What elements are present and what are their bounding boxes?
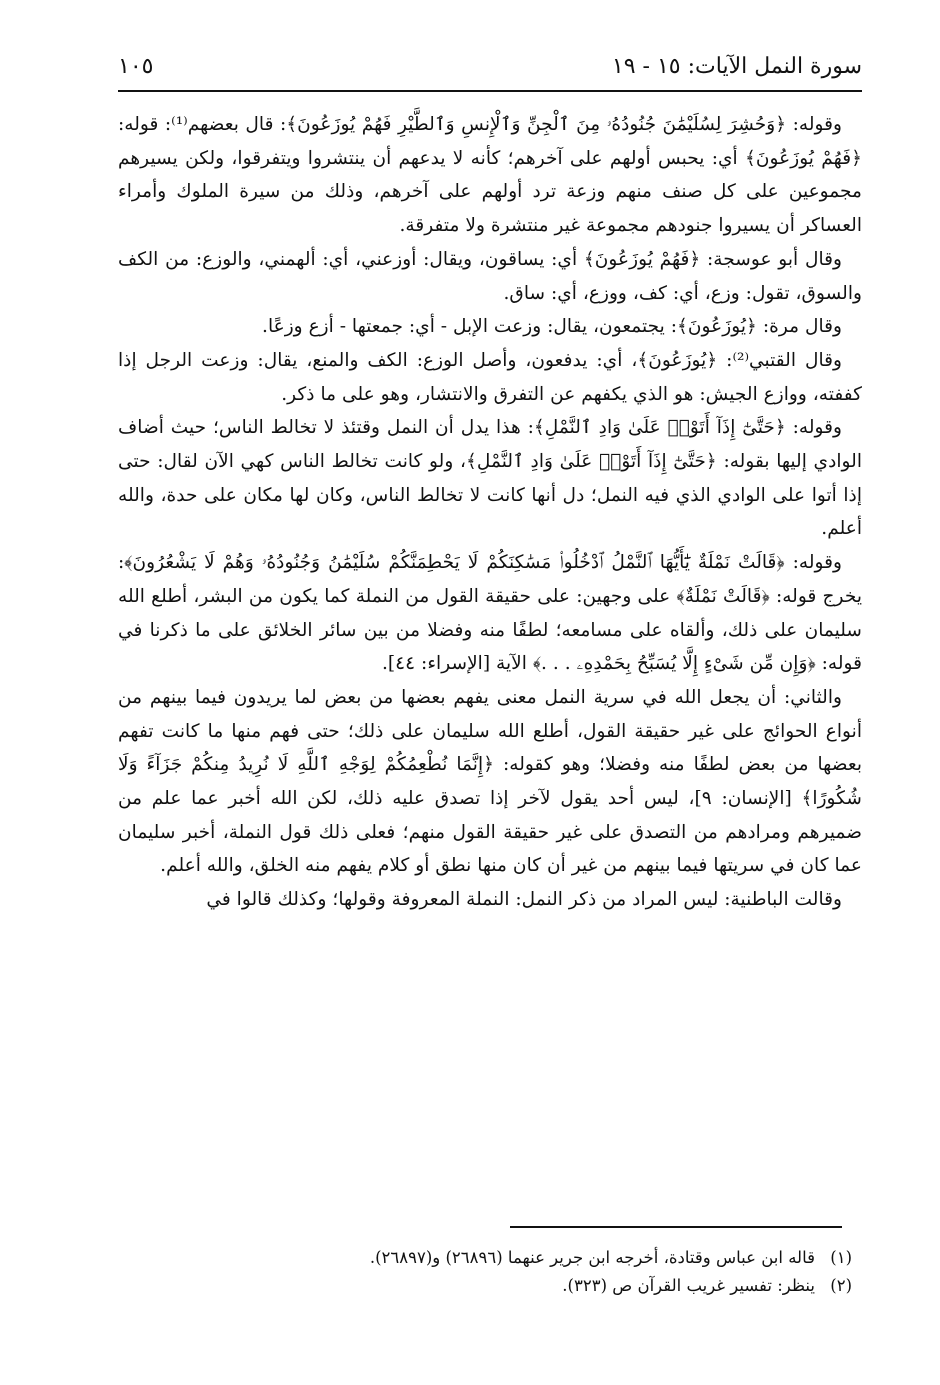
main-text [118, 108, 862, 917]
footnote [118, 1244, 852, 1272]
footnotes [118, 1244, 852, 1300]
page-header [118, 50, 862, 92]
footnote-marker: (٢) [830, 1276, 852, 1295]
running-title: سورة النمل الآيات: ١٥ - ١٩ [611, 54, 862, 79]
footnote [118, 1272, 852, 1300]
footnote-text: قاله ابن عباس وقتادة، أخرجه ابن جرير عنهما (٢٦٨٩٦) و(٢٦٨٩٧). [369, 1248, 815, 1267]
paragraph: وقال القتبي⁽²⁾: ﴿يُوزَعُونَ﴾، أي: يدفعون، وأصل الوزع: الكف والمنع، يقال: وزعت الرجل إذا كففته، ووازع الجيش: هو الذي يكفهم عن التفرق والانتشار، وهو على ما ذكر. [118, 349, 862, 405]
paragraph: وقوله: ﴿وَحُشِرَ لِسُلَيْمَٰنَ جُنُودُهُۥ مِنَ ٱلْجِنِّ وَٱلْإِنسِ وَٱلطَّيْرِ فَهُمْ يُوزَعُونَ﴾: قال بعضهم⁽¹⁾: قوله: ﴿فَهُمْ يُوزَعُونَ﴾ أي: يحبس أولهم على آخرهم؛ كأنه لا يدعهم أن ينتشروا ويتفرقوا، ولكن يسيرهم مجموعين على كل صنف منهم وزعة ترد أولهم على آخرهم، وذلك من سيرة الملوك وأمراء العساكر أن يسيروا جنودهم مجموعة غير منتشرة ولا متفرقة. [118, 114, 862, 237]
footnote-separator [510, 1226, 842, 1228]
footnote-marker: (١) [830, 1248, 852, 1267]
paragraph: وقوله: ﴿قَالَتْ نَمْلَةٌ يَٰٓأَيُّهَا ٱلنَّمْلُ ٱدْخُلُوا۟ مَسَٰكِنَكُمْ لَا يَحْطِمَنَّكُمْ سُلَيْمَٰنُ وَجُنُودُهُۥ وَهُمْ لَا يَشْعُرُونَ﴾: يخرج قوله: ﴿قَالَتْ نَمْلَةٌ﴾ على وجهين: على حقيقة القول من النملة كما يكون من البشر، أطلع الله سليمان على ذلك، وألقاه على مسامعه؛ لطفًا منه وفضلا من بين سائر الخلائق على ما ذكرنا في قوله: ﴿وَإِن مِّن شَىْءٍ إِلَّا يُسَبِّحُ بِحَمْدِهِۦ . . .﴾ الآية [الإسراء: ٤٤]. [118, 552, 862, 675]
footnote-text: ينظر: تفسير غريب القرآن ص (٣٢٣). [562, 1276, 815, 1295]
paragraph: وقالت الباطنية: ليس المراد من ذكر النمل: النملة المعروفة وقولها؛ وكذلك قالوا في [206, 889, 842, 911]
page-number: ١٠٥ [118, 54, 154, 79]
paragraph: وقال مرة: ﴿يُوزَعُونَ﴾: يجتمعون، يقال: وزعت الإبل - أي: جمعتها - أزع وزعًا. [262, 316, 842, 338]
paragraph: والثاني: أن يجعل الله في سرية النمل معنى يفهم بعضها من بعض لما يريدون فيما بينهم من أنواع الحوائج على غير حقيقة القول، أطلع الله سليمان على ذلك؛ حتى فهم منها ما كانت تفهم بعضها من بعض لطفًا منه وفضلا؛ وهو كقوله: ﴿إِنَّمَا نُطْعِمُكُمْ لِوَجْهِ ٱللَّهِ لَا نُرِيدُ مِنكُمْ جَزَآءً وَلَا شُكُورًا﴾ [الإنسان: ٩]، ليس أحد يقول لآخر إذا تصدق عليه ذلك، لكن الله أخبر عما علم من ضميرهم ومرادهم من التصدق على غير حقيقة القول منهم؛ فعلى ذلك قول النملة، أخبر سليمان عما كان في سريتها فيما بينهم من غير أن كان منها نطق أو كلام يفهم منه الخلق، والله أعلم. [118, 686, 862, 877]
paragraph: وقوله: ﴿حَتَّىٰٓ إِذَآ أَتَوْا۟ عَلَىٰ وَادِ ٱلنَّمْلِ﴾: هذا يدل أن النمل وقتئذ لا تخالط الناس؛ حيث أضاف الوادي إليها بقوله: ﴿حَتَّىٰٓ إِذَآ أَتَوْا۟ عَلَىٰ وَادِ ٱلنَّمْلِ﴾، ولو كانت تخالط الناس كهي الآن لقال: حتى إذا أتوا على الوادي الذي فيه النمل؛ دل أنها كانت لا تخالط الناس، وكان لها مكان على حدة، والله أعلم. [118, 417, 862, 540]
paragraph: وقال أبو عوسجة: ﴿فَهُمْ يُوزَعُونَ﴾ أي: يساقون، ويقال: أوزعني، أي: ألهمني، والوزع: من الكف والسوق، تقول: وزع، أي: كف، ووزع، أي: ساق. [118, 248, 862, 304]
